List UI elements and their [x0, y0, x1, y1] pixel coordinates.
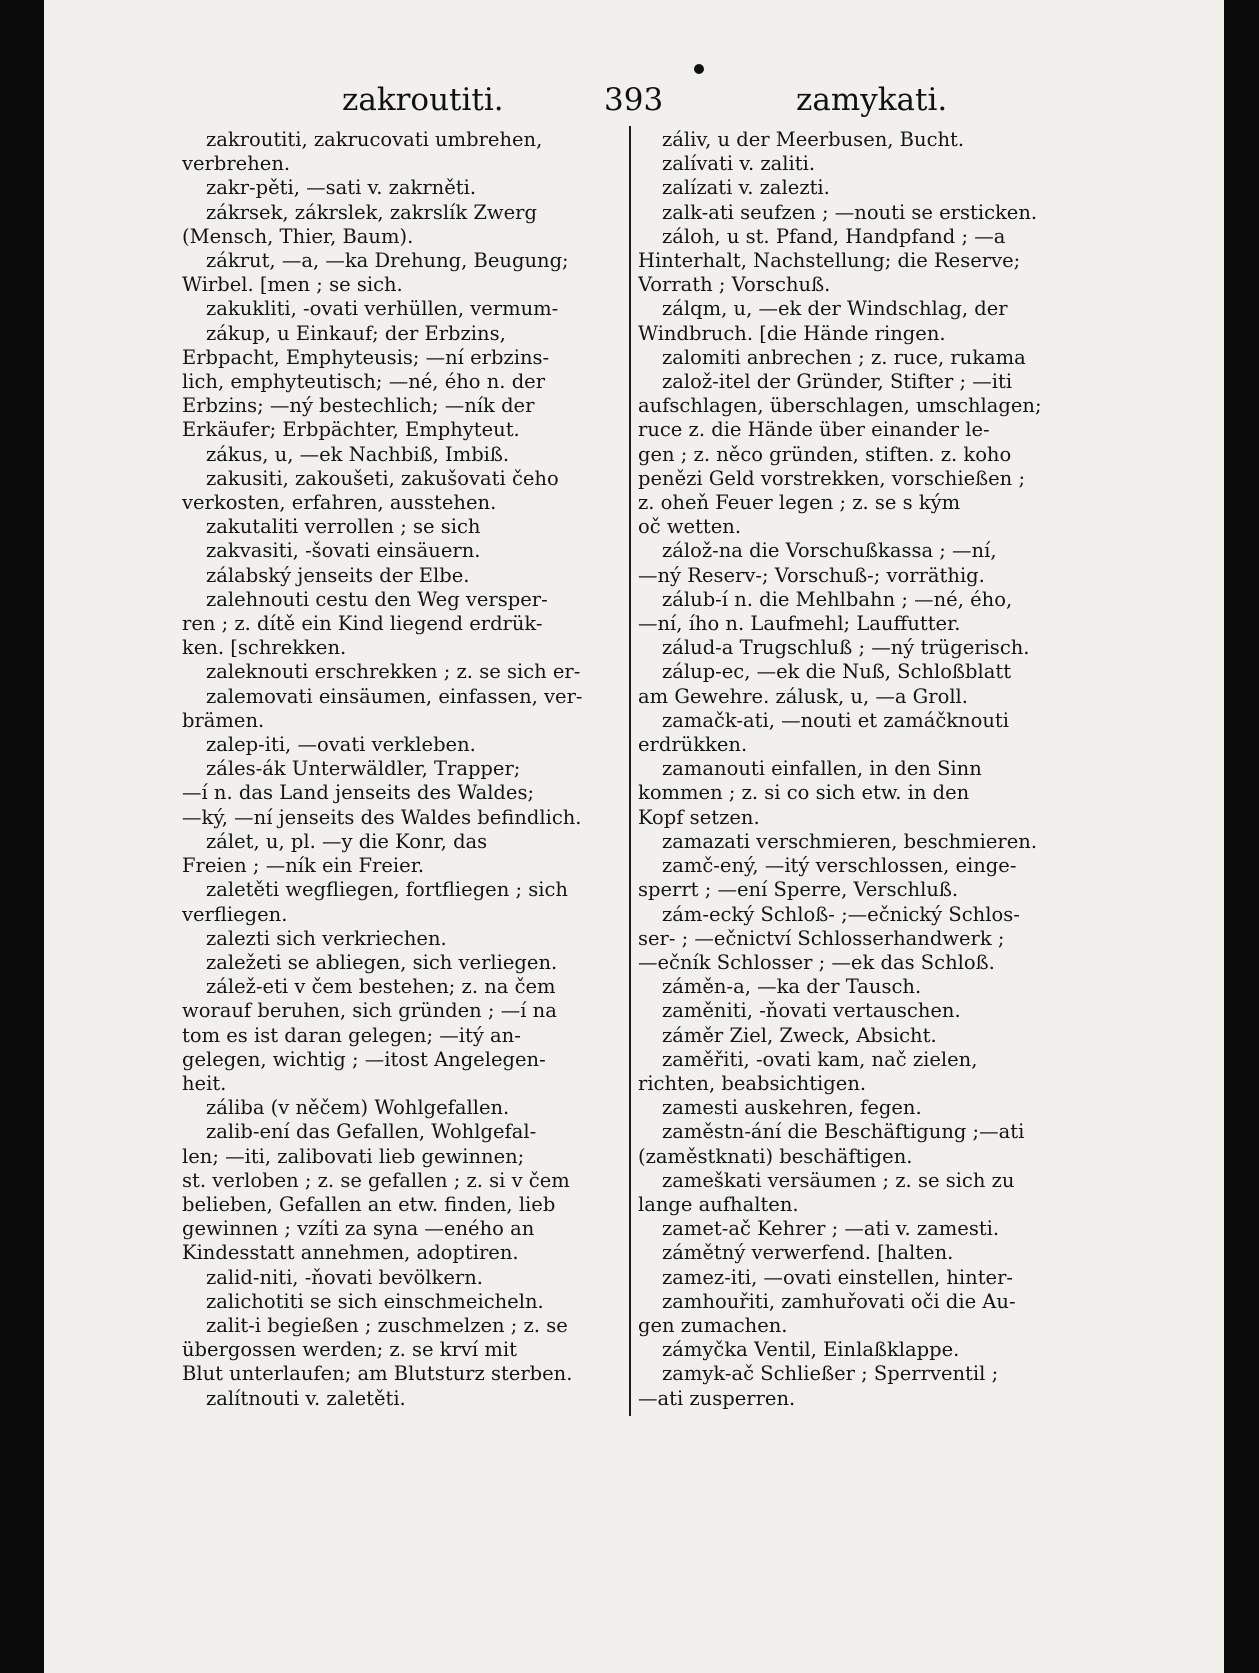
entry-line: zaletěti wegfliegen, fortfliegen ; sich [206, 878, 568, 902]
entry-line: zaměřiti, -ovati kam, nač zielen, [662, 1047, 978, 1071]
entry-line: zálet, u, pl. —y die Konr, das [206, 829, 488, 853]
entry-line: gewinnen ; vzíti za syna —eného an [182, 1217, 535, 1241]
entry-line: erdrükken. [638, 733, 748, 757]
entry-line: Windbruch. [die Hände ringen. [638, 321, 946, 345]
entry-line: zalemovati einsäumen, einfassen, ver- [206, 684, 583, 708]
entry-line: zalehnouti cestu den Weg versper- [206, 587, 548, 611]
entry-line: záles-ák Unterwäldler, Trapper; [206, 757, 521, 781]
entry-line: zaleknouti erschrekken ; z. se sich er- [206, 660, 581, 684]
entry-line: —í n. das Land jenseits des Waldes; [182, 781, 535, 805]
entry-line: lange aufhalten. [638, 1192, 799, 1216]
entry-line: Kopf setzen. [638, 805, 760, 829]
right-headword: zamykati. [796, 82, 948, 118]
right-column [638, 128, 1088, 1411]
entry-line: zakutaliti verrollen ; se sich [206, 515, 481, 539]
entry-line: zámyčka Ventil, Einlaßklappe. [662, 1338, 960, 1362]
entry-line: zamesti auskehren, fegen. [662, 1096, 922, 1120]
entry-line: zálup-ec, —ek die Nuß, Schloßblatt [662, 660, 1012, 684]
entry-line: —ný Reserv-; Vorschuß-; vorräthig. [638, 563, 985, 587]
left-column [182, 128, 627, 1411]
entry-line: Erbpacht, Emphyteusis; —ní erbzins- [182, 345, 550, 369]
entry-line: zalk-ati seufzen ; —nouti se ersticken. [662, 200, 1038, 224]
entry-line: (zaměstknati) beschäftigen. [638, 1144, 913, 1168]
left-headword: zakroutiti. [342, 82, 504, 118]
dictionary-page [44, 0, 1224, 1673]
entry-line: Hinterhalt, Nachstellung; die Reserve; [638, 249, 1021, 273]
entry-line: zalízati v. zalezti. [662, 176, 830, 200]
entry-line: záliba (v něčem) Wohlgefallen. [206, 1096, 510, 1120]
entry-line: zakusiti, zakoušeti, zakušovati čeho [206, 466, 559, 490]
entry-line: zákrsek, zákrslek, zakrslík Zwerg [206, 200, 537, 224]
entry-line: gen ; z. něco gründen, stiften. z. koho [638, 442, 1012, 466]
entry-line: Freien ; —ník ein Freier. [182, 854, 425, 878]
entry-line: zalívati v. zaliti. [662, 152, 816, 176]
entry-line: zálež-eti v čem bestehen; z. na čem [206, 975, 556, 999]
entry-line: lich, emphyteutisch; —né, ého n. der [182, 370, 546, 394]
entry-line: ser- ; —ečnictví Schlosserhandwerk ; [638, 926, 1005, 950]
page-number: 393 [604, 82, 664, 118]
entry-line: zameškati versäumen ; z. se sich zu [662, 1168, 1015, 1192]
page-header [44, 82, 1224, 122]
entry-line: zámětný verwerfend. [halten. [662, 1241, 954, 1265]
entry-line: oč wetten. [638, 515, 742, 539]
entry-line: verbrehen. [182, 152, 291, 176]
entry-line: gen zumachen. [638, 1313, 788, 1337]
entry-line: zákup, u Einkauf; der Erbzins, [206, 321, 506, 345]
entry-line: Blut unterlaufen; am Blutsturz sterben. [182, 1362, 573, 1386]
entry-line: zalep-iti, —ovati verkleben. [206, 733, 476, 757]
entry-line: —ní, ího n. Laufmehl; Lauffutter. [638, 612, 961, 636]
entry-line: —ati zusperren. [638, 1386, 796, 1410]
entry-line: zám-ecký Schloß- ;—ečnický Schlos- [662, 902, 1020, 926]
entry-line: verkosten, erfahren, ausstehen. [182, 491, 497, 515]
entry-line: zakukliti, -ovati verhüllen, vermum- [206, 297, 559, 321]
entry-line: Wirbel. [men ; se sich. [182, 273, 403, 297]
entry-line: kommen ; z. si co sich etw. in den [638, 781, 970, 805]
entry-line: ruce z. die Hände über einander le- [638, 418, 990, 442]
entry-line: —ký, —ní jenseits des Waldes befindlich. [182, 805, 582, 829]
entry-line: worauf beruhen, sich gründen ; —í na [182, 999, 557, 1023]
entry-line: založ-itel der Gründer, Stifter ; —iti [662, 370, 1013, 394]
entry-line: zamez-iti, —ovati einstellen, hinter- [662, 1265, 1013, 1289]
entry-line: zamč-ený, —itý verschlossen, einge- [662, 854, 1017, 878]
entry-line: ren ; z. dítě ein Kind liegend erdrük- [182, 612, 543, 636]
entry-line: tom es ist daran gelegen; —itý an- [182, 1023, 521, 1047]
entry-line: (Mensch, Thier, Baum). [182, 224, 414, 248]
entry-line: len; —iti, zalibovati lieb gewinnen; [182, 1144, 525, 1168]
entry-line: Erkäufer; Erbpächter, Emphyteut. [182, 418, 520, 442]
entry-line: záměr Ziel, Zweck, Absicht. [662, 1023, 937, 1047]
entry-line: záliv, u der Meerbusen, Bucht. [662, 128, 965, 151]
entry-line: zaměniti, -ňovati vertauschen. [662, 999, 961, 1023]
entry-line: zamhouřiti, zamhuřovati oči die Au- [662, 1289, 1016, 1313]
entry-line: zalib-ení das Gefallen, Wohlgefal- [206, 1120, 537, 1144]
entry-line: záměn-a, —ka der Tausch. [662, 975, 922, 999]
entry-line: zálqm, u, —ek der Windschlag, der [662, 297, 1008, 321]
entry-line: zálabský jenseits der Elbe. [206, 563, 470, 587]
entry-line: zakroutiti, zakrucovati umbrehen, [206, 128, 543, 151]
entry-line: zamet-ač Kehrer ; —ati v. zamesti. [662, 1217, 1000, 1241]
entry-line: Vorrath ; Vorschuß. [638, 273, 831, 297]
entry-line: z. oheň Feuer legen ; z. se s kým [638, 491, 961, 515]
ink-dot-mark [694, 64, 704, 74]
entry-line: brämen. [182, 708, 265, 732]
entry-line: heit. [182, 1071, 227, 1095]
entry-line: penězi Geld vorstrekken, vorschießen ; [638, 466, 1026, 490]
entry-line: sperrt ; —ení Sperre, Verschluß. [638, 878, 959, 902]
entry-line: übergossen werden; z. se krví mit [182, 1338, 517, 1362]
entry-line: —ečník Schlosser ; —ek das Schloß. [638, 950, 995, 974]
entry-line: zamazati verschmieren, beschmieren. [662, 829, 1038, 853]
entry-line: zálož-na die Vorschußkassa ; —ní, [662, 539, 997, 563]
entry-line: zamyk-ač Schließer ; Sperrventil ; [662, 1362, 999, 1386]
entry-line: zálub-í n. die Mehlbahn ; —né, ého, [662, 587, 1013, 611]
entry-line: záloh, u st. Pfand, Handpfand ; —a [662, 224, 1006, 248]
entry-line: aufschlagen, überschlagen, umschlagen; [638, 394, 1042, 418]
entry-line: zalomiti anbrechen ; z. ruce, rukama [662, 345, 1026, 369]
entry-line: zakvasiti, -šovati einsäuern. [206, 539, 481, 563]
entry-line: verfliegen. [182, 902, 288, 926]
entry-line: zalit-i begießen ; zuschmelzen ; z. se [206, 1313, 568, 1337]
entry-line: zamačk-ati, —nouti et zamáčknouti [662, 708, 1009, 732]
entry-line: zaměstn-ání die Beschäftigung ;—ati [662, 1120, 1025, 1144]
entry-line: zaležeti se abliegen, sich verliegen. [206, 950, 558, 974]
entry-line: zákrut, —a, —ka Drehung, Beugung; [206, 249, 569, 273]
entry-line: zakr-pěti, —sati v. zakrněti. [206, 176, 477, 200]
entry-line: ken. [schrekken. [182, 636, 347, 660]
entry-line: zákus, u, —ek Nachbiß, Imbiß. [206, 442, 510, 466]
entry-line: zálud-a Trugschluß ; —ný trügerisch. [662, 636, 1030, 660]
entry-line: richten, beabsichtigen. [638, 1071, 867, 1095]
entry-line: zalid-niti, -ňovati bevölkern. [206, 1265, 483, 1289]
entry-line: Kindesstatt annehmen, adoptiren. [182, 1241, 519, 1265]
entry-line: am Gewehre. zálusk, u, —a Groll. [638, 684, 968, 708]
entry-line: zalichotiti se sich einschmeicheln. [206, 1289, 544, 1313]
entry-line: Erbzins; —ný bestechlich; —ník der [182, 394, 535, 418]
entry-line: belieben, Gefallen an etw. finden, lieb [182, 1192, 556, 1216]
column-divider [629, 126, 631, 1416]
entry-line: zalezti sich verkriechen. [206, 926, 447, 950]
entry-line: gelegen, wichtig ; —itost Angelegen- [182, 1047, 546, 1071]
entry-line: zamanouti einfallen, in den Sinn [662, 757, 982, 781]
entry-line: st. verloben ; z. se gefallen ; z. si v čem [182, 1168, 570, 1192]
entry-line: zalítnouti v. zaletěti. [206, 1386, 406, 1410]
